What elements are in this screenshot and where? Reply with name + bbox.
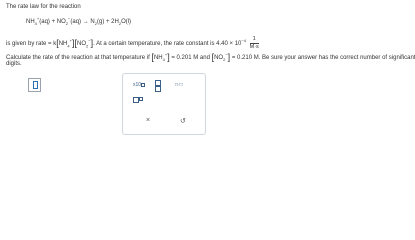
sci-notation-button[interactable]: x10 [133,82,145,88]
math-toolbar [122,73,206,135]
intro-text: The rate law for the reaction [6,4,81,10]
clear-button[interactable]: × [146,117,151,124]
rate-constant-unit: $\frac{1}{M\cdot s}$ [249,36,259,50]
input-cursor [33,81,38,89]
question-text-continued: digits. [6,61,22,67]
question-text: Calculate the rate of the reaction at that temperature if $[NH_4^+] = 0.201$ M and $[NO_2^-] = 0.210$ M. Be sure your answer has the correct number of significant [6,52,415,63]
answer-input[interactable] [28,78,41,92]
rate-law-text: is given by rate = $k[NH_4^+][NO_2^-]$. At a certain temperature, the rate constant is $4.40 \times 10^{-4}$ $\frac{1}{M\cdot s}$ [6,36,259,50]
fraction-button[interactable] [155,80,161,93]
reaction-equation: $NH_4^+(aq) + NO_2^-(aq) \to N_2(g) + 2H_2O(l)$ [26,16,132,27]
superscript-button[interactable] [133,97,143,103]
multiply-dot-button[interactable]: □·□ [175,82,183,88]
undo-icon[interactable]: ↺ [180,118,186,125]
